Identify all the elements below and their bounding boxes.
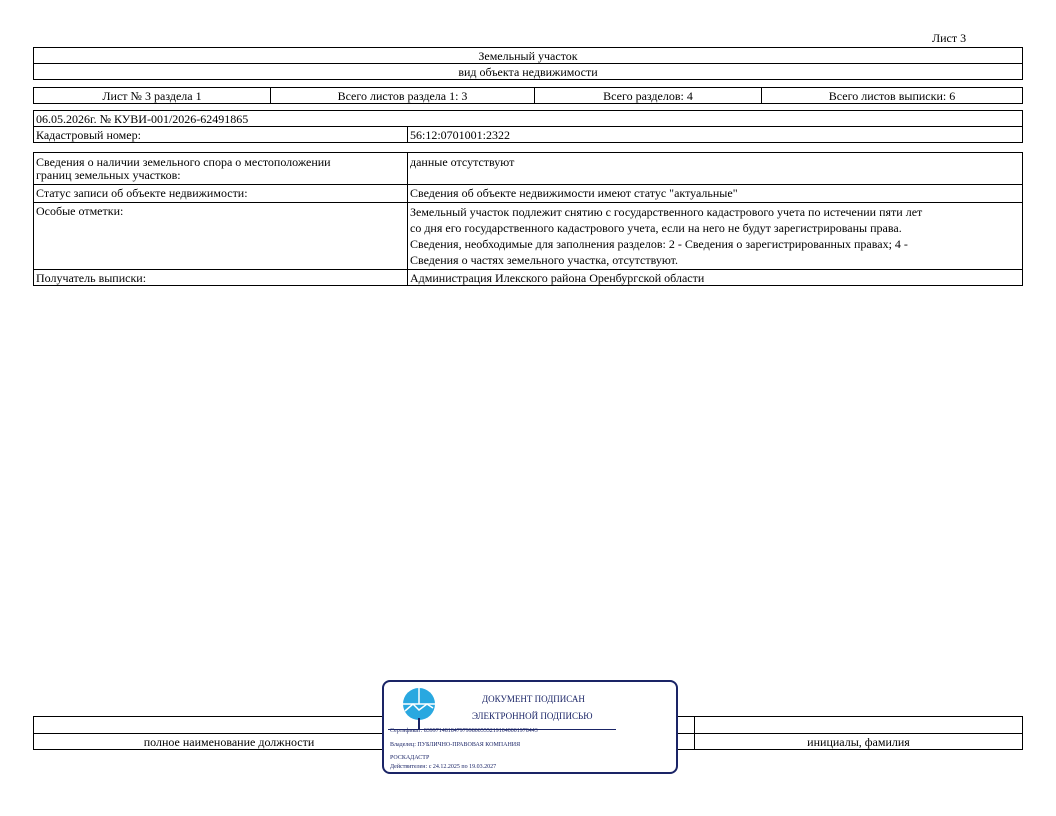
doc-number-block [33,110,1023,143]
sheet-of-section: Лист № 3 раздела 1 [102,89,202,103]
dispute-label-line2: границ земельных участков: [36,168,181,182]
total-sheets-extract: Всего листов выписки: 6 [828,89,956,103]
object-header [33,47,1023,80]
doc-number: 06.05.2026г. № КУВИ-001/2026-62491865 [36,112,249,126]
stamp-valid: Действителен: с 24.12.2025 по 19.03.2027 [390,764,497,770]
page-label: Лист 3 [932,31,967,45]
roskadastr-logo-icon [402,687,436,721]
object-kind: вид объекта недвижимости [458,65,598,79]
status-label: Статус записи об объекте недвижимости: [36,186,248,200]
special-marks-line3: Сведения, необходимые для заполнения разделов: 2 - Сведения о зарегистрированных правах; 4 - [410,237,908,251]
total-sheets-section: Всего листов раздела 1: 3 [337,89,468,103]
details-table [33,152,1023,286]
status-value: Сведения об объекте недвижимости имеют статус "актуальные" [410,186,738,200]
special-marks-line4: Сведения о частях земельного участка, отсутствуют. [410,253,679,267]
recipient-label: Получатель выписки: [36,271,147,285]
special-marks-label: Особые отметки: [36,204,124,218]
sheet-info-row [33,87,1023,104]
position-caption: полное наименование должности [143,735,315,749]
stamp-owner-line1: Владелец: ПУБЛИЧНО-ПРАВОВАЯ КОМПАНИЯ [390,742,521,748]
recipient-value: Администрация Илекского района Оренбургской области [410,271,705,285]
dispute-value: данные отсутствуют [410,155,515,169]
total-sections: Всего разделов: 4 [603,89,693,103]
stamp-title-line2: ЭЛЕКТРОННОЙ ПОДПИСЬЮ [472,711,593,721]
special-marks-line1: Земельный участок подлежит снятию с государственного кадастрового учета по истечении пяти лет [410,205,923,219]
stamp-certificate: Сертификат: 83997148184797998005552191040001978443 [390,728,538,734]
dispute-label-line1: Сведения о наличии земельного спора о местоположении [36,155,331,169]
name-caption: инициалы, фамилия [807,735,910,749]
stamp-title-line1: ДОКУМЕНТ ПОДПИСАН [482,694,585,704]
cadastral-label: Кадастровый номер: [36,128,141,142]
special-marks-line2: со дня его государственного кадастрового учета, если на него не будут зарегистрированы права. [410,221,902,235]
cadastral-value: 56:12:0701001:2322 [410,128,511,142]
e-signature-stamp [382,680,678,774]
stamp-owner-line2: РОСКАДАСТР [390,755,430,761]
object-name: Земельный участок [478,49,578,63]
